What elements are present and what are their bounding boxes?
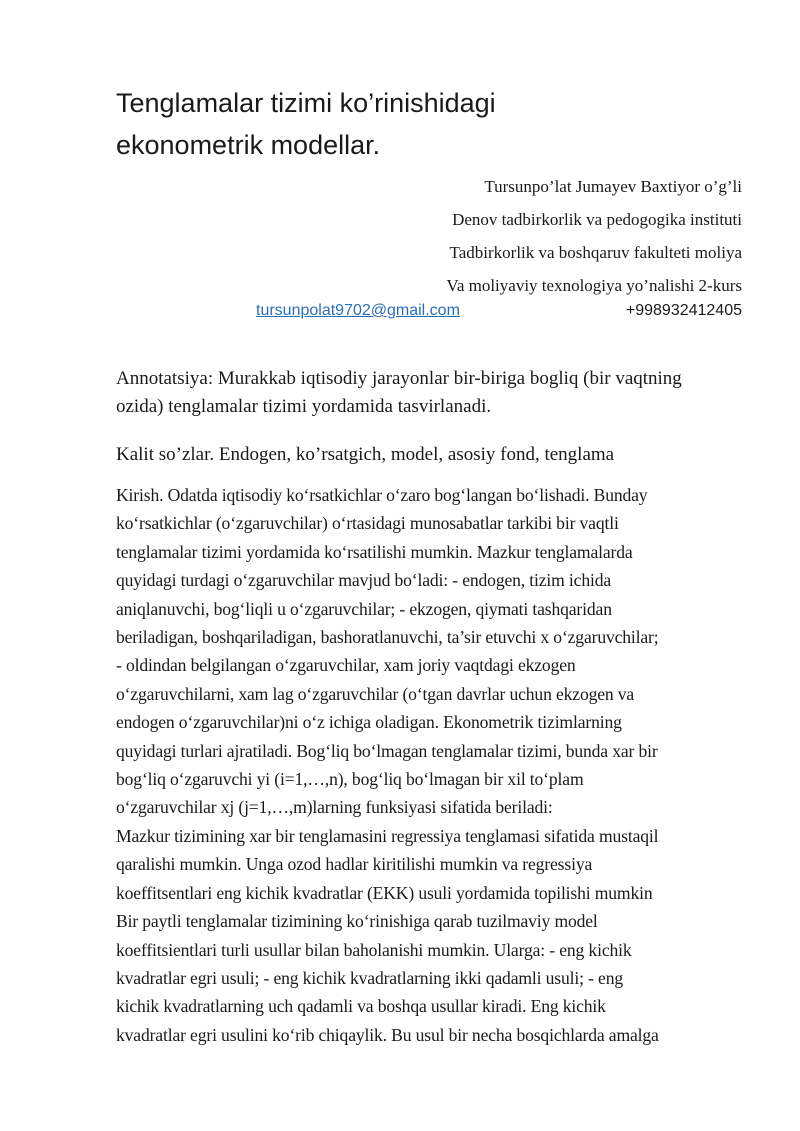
body-line: koeffitsientlari turli usullar bilan baholanishi mumkin. Ularga: - eng kichik — [116, 939, 632, 960]
body-line: endogen oʻzgaruvchilar)ni oʻz ichiga oladigan. Ekonometrik tizimlarning — [116, 712, 622, 733]
phone-number: +998932412405 — [625, 302, 742, 319]
body-line: aniqlanuvchi, bogʻliqli u oʻzgaruvchilar; - ekzogen, qiymati tashqaridan — [116, 598, 612, 619]
body-line: kvadratlar egri usulini koʻrib chiqaylik. Bu usul bir necha bosqichlarda amalga — [116, 1024, 659, 1045]
document-title — [116, 82, 676, 166]
body-line: beriladigan, boshqariladigan, bashoratlanuvchi, ta’sir etuvchi x oʻzgaruvchilar; — [116, 627, 659, 648]
body-line: koeffitsentlari eng kichik kvadratlar (EKK) usuli yordamida topilishi mumkin — [116, 882, 653, 903]
contact-line — [0, 300, 800, 326]
body-line: Bir paytli tenglamalar tizimining koʻrinishiga qarab tuzilmaviy model — [116, 911, 598, 932]
body-line: oʻzgaruvchilar xj (j=1,…,m)larning funksiyasi sifatida beriladi: — [116, 797, 553, 818]
author-block — [182, 170, 742, 302]
body-line: oʻzgaruvchilarni, xam lag oʻzgaruvchilar (oʻtgan davrlar uchun ekzogen va — [116, 683, 635, 704]
body-line: tenglamalar tizimi yordamida koʻrsatilishi mumkin. Mazkur tenglamalarda — [116, 541, 633, 562]
author-faculty: Tadbirkorlik va boshqaruv fakulteti moliya — [449, 243, 742, 262]
title-line-1: Tenglamalar tizimi ko’rinishidagi — [116, 88, 496, 118]
body-line: kvadratlar egri usuli; - eng kichik kvadratlarning ikki qadamli usuli; - eng — [116, 967, 623, 988]
body-line: quyidagi turlari ajratiladi. Bogʻliq boʻlmagan tenglamalar tizimi, bunda xar bir — [116, 740, 658, 761]
author-institute: Denov tadbirkorlik va pedogogika instituti — [452, 210, 742, 229]
email-link[interactable]: tursunpolat9702@gmail.com — [256, 302, 460, 319]
body-line: bogʻliq oʻzgaruvchi yi (i=1,…,n), bogʻliq boʻlmagan bir xil toʻplam — [116, 769, 584, 790]
author-name: Tursunpo’lat Jumayev Baxtiyor o’g’li — [484, 177, 742, 196]
body-line: Kirish. Odatda iqtisodiy koʻrsatkichlar oʻzaro bogʻlangan boʻlishadi. Bunday — [116, 485, 648, 505]
author-program: Va moliyaviy texnologiya yo’nalishi 2-kurs — [446, 276, 742, 295]
body-line: koʻrsatkichlar (oʻzgaruvchilar) oʻrtasidagi munosabatlar tarkibi bir vaqtli — [116, 513, 619, 534]
annotation-line-2: ozida) tenglamalar tizimi yordamida tasvirlanadi. — [116, 396, 492, 417]
body-line: quyidagi turdagi oʻzgaruvchilar mavjud boʻladi: - endogen, tizim ichida — [116, 570, 612, 591]
annotation — [116, 365, 756, 421]
body-line: Mazkur tizimining xar bir tenglamasini regressiya tenglamasi sifatida mustaqil — [116, 825, 659, 846]
annotation-line-1: Annotatsiya: Murakkab iqtisodiy jarayonlar bir-biriga bogliq (bir vaqtning — [116, 368, 682, 389]
title-line-2: ekonometrik modellar. — [116, 130, 381, 160]
body-line: qaralishi mumkin. Unga ozod hadlar kiritilishi mumkin va regressiya — [116, 854, 593, 875]
body-line: kichik kvadratlarning uch qadamli va boshqa usullar kiradi. Eng kichik — [116, 996, 606, 1017]
body-text — [116, 481, 756, 1049]
body-line: - oldindan belgilangan oʻzgaruvchilar, xam joriy vaqtdagi ekzogen — [116, 655, 576, 676]
keywords: Kalit so’zlar. Endogen, ko’rsatgich, model, asosiy fond, tenglama — [116, 444, 615, 465]
